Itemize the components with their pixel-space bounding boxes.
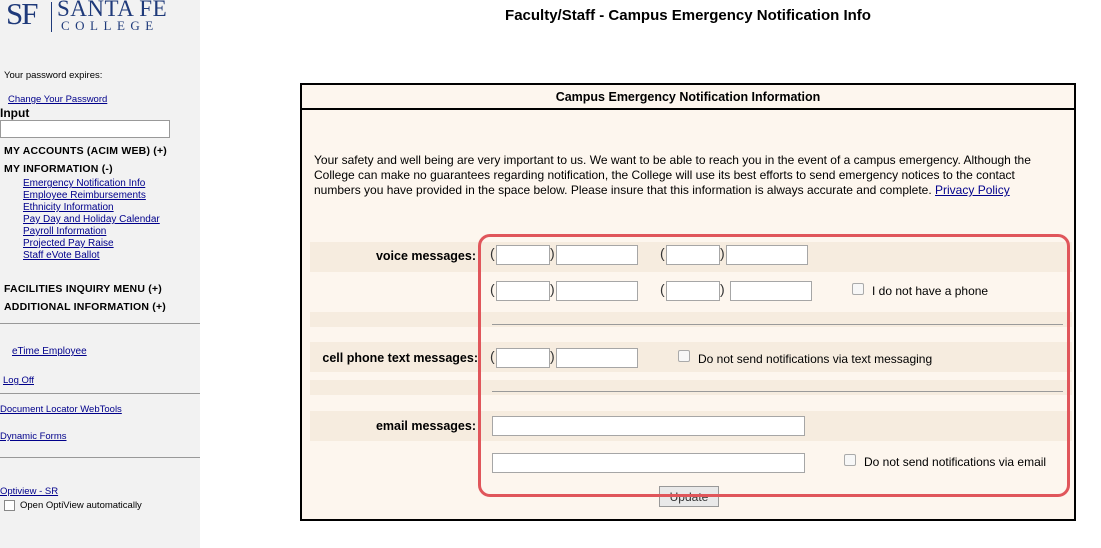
paren-open: ( [490,348,495,364]
link-emergency-notification[interactable]: Emergency Notification Info [23,178,146,189]
paren-close: ) [550,281,555,297]
cell-divider-band [310,380,1072,395]
voice2-area-code[interactable] [666,245,720,265]
update-button[interactable]: Update [659,486,719,507]
optiview-link[interactable]: Optiview - SR [0,486,59,497]
no-text-label: Do not send notifications via text messaging [698,352,933,366]
paren-close: ) [720,281,725,297]
privacy-policy-link[interactable]: Privacy Policy [935,183,1010,197]
intro-text [314,153,1064,198]
paren-close: ) [550,348,555,364]
section-divider [492,324,1063,325]
section-divider [492,391,1063,392]
input-label: Input [0,106,30,120]
optiview-auto-checkbox[interactable] [4,500,15,511]
menu-my-information[interactable]: MY INFORMATION (-) [4,163,113,175]
no-email-checkbox[interactable] [844,454,856,466]
sidebar-divider [0,393,200,394]
voice4-area-code[interactable] [666,281,720,301]
dynamic-forms-link[interactable]: Dynamic Forms [0,431,67,442]
paren-close: ) [720,245,725,261]
logo-initials: SF [6,0,37,31]
link-ethnicity-information[interactable]: Ethnicity Information [23,202,114,213]
paren-open: ( [660,245,665,261]
paren-open: ( [490,245,495,261]
sidebar-input[interactable] [0,120,170,138]
link-projected-pay-raise[interactable]: Projected Pay Raise [23,238,114,249]
link-pay-day-calendar[interactable]: Pay Day and Holiday Calendar [23,214,160,225]
paren-open: ( [490,281,495,297]
optiview-auto-label: Open OptiView automatically [20,500,142,511]
voice1-area-code[interactable] [496,245,550,265]
paren-close: ) [550,245,555,261]
document-locator-link[interactable]: Document Locator WebTools [0,404,122,415]
cell-phone-label: cell phone text messages: [322,351,478,365]
page-title: Faculty/Staff - Campus Emergency Notification Info [505,7,871,24]
panel-title: Campus Emergency Notification Information [302,85,1074,110]
voice-messages-label: voice messages: [375,249,476,263]
voice3-number[interactable] [556,281,638,301]
cell-area-code[interactable] [496,348,550,368]
menu-facilities-inquiry[interactable]: FACILITIES INQUIRY MENU (+) [4,283,162,295]
cell-number[interactable] [556,348,638,368]
menu-additional-information[interactable]: ADDITIONAL INFORMATION (+) [4,301,167,313]
link-staff-evote[interactable]: Staff eVote Ballot [23,250,100,261]
log-off-link[interactable]: Log Off [3,375,34,386]
no-phone-checkbox[interactable] [852,283,864,295]
voice1-number[interactable] [556,245,638,265]
etime-employee-link[interactable]: eTime Employee [12,346,87,357]
my-information-links [23,178,160,262]
no-email-label: Do not send notifications via email [864,455,1047,469]
password-expires-text: Your password expires: [4,70,103,81]
intro-body: Your safety and well being are very important to us. We want to be able to reach you in the event of a campus emergency. Although the College can make no guarantees regarding notification, the College will use its best efforts to send emergency notices to the contact numbers you have provided in the space below. Please insure that this information is always accurate and complete. [314,153,1031,197]
email-messages-label: email messages: [375,419,476,433]
sidebar [0,0,200,548]
no-phone-label: I do not have a phone [872,284,989,298]
sidebar-divider [0,323,200,324]
voice3-area-code[interactable] [496,281,550,301]
logo-name: SANTA FE [57,0,168,21]
no-text-checkbox[interactable] [678,350,690,362]
email-primary-input[interactable] [492,416,805,436]
logo-sub: COLLEGE [61,18,159,33]
optiview-auto-option[interactable] [4,500,142,511]
logo-divider [51,2,52,32]
voice2-number[interactable] [726,245,808,265]
voice4-number[interactable] [730,281,812,301]
link-payroll-information[interactable]: Payroll Information [23,226,107,237]
change-password-link[interactable]: Change Your Password [8,94,108,105]
link-employee-reimbursements[interactable]: Employee Reimbursements [23,190,146,201]
sidebar-divider [0,457,200,458]
paren-open: ( [660,281,665,297]
menu-my-accounts[interactable]: MY ACCOUNTS (ACIM WEB) (+) [4,145,167,157]
email-secondary-input[interactable] [492,453,805,473]
notification-panel [300,83,1076,521]
